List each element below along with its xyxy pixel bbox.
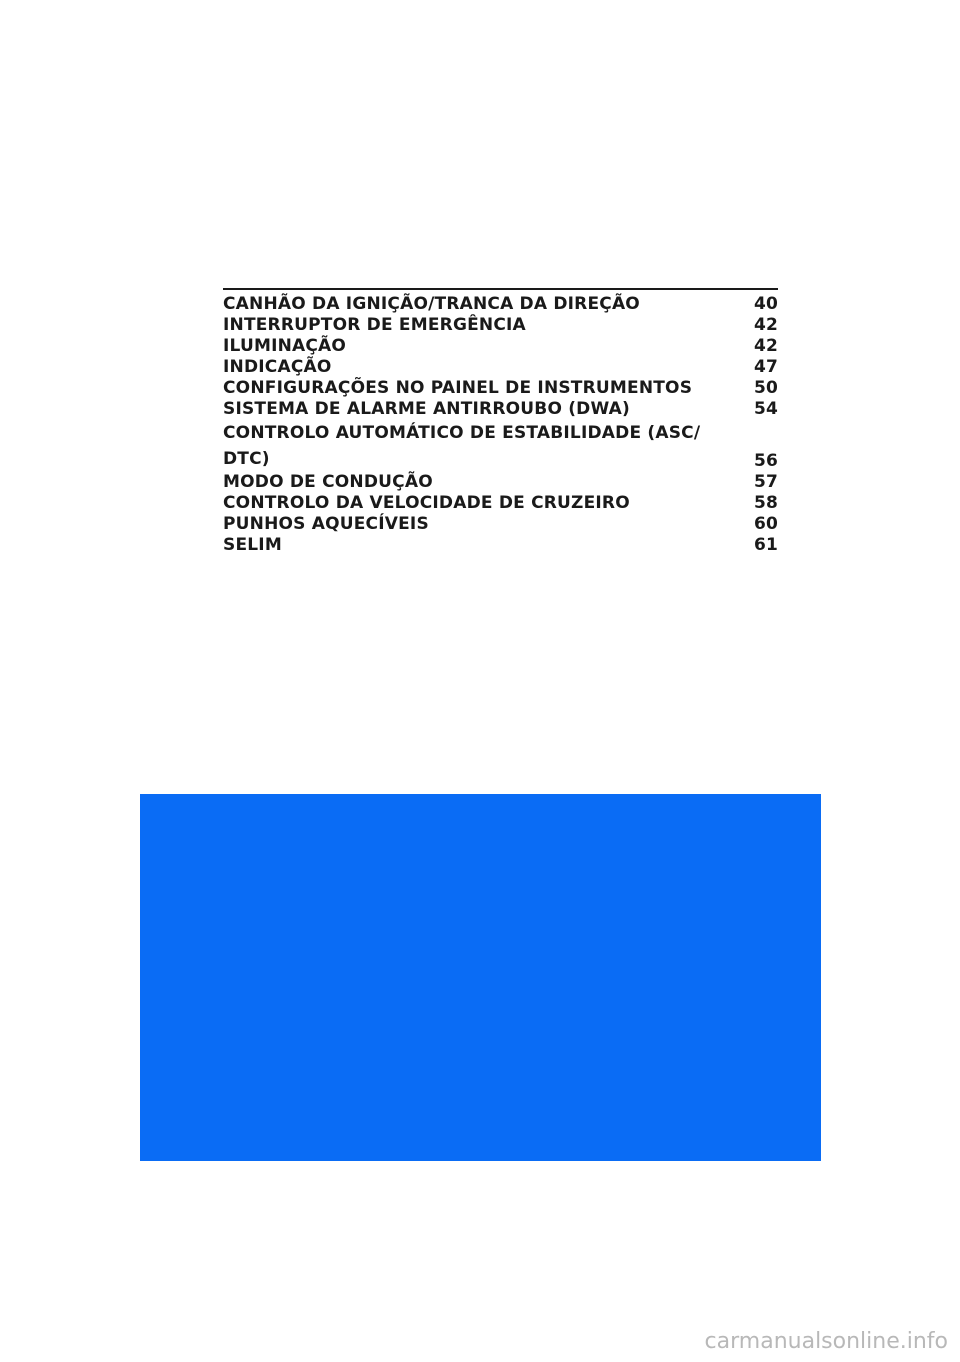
toc-entry-page: 60 [753,514,778,534]
toc-entry-title: CANHÃO DA IGNIÇÃO/TRANCA DA DIREÇÃO [223,294,640,314]
toc-entry-title: SISTEMA DE ALARME ANTIRROUBO (DWA) [223,399,631,419]
toc-entry[interactable] [223,472,778,493]
toc-entry-title: ILUMINAÇÃO [223,336,347,356]
toc-entry[interactable] [223,336,778,357]
toc-entry-title: CONTROLO AUTOMÁTICO DE ESTABILIDADE (ASC/ DTC) [223,423,701,469]
toc-entry-page: 42 [753,315,778,335]
toc-entry[interactable] [223,535,778,556]
toc-entry-title: CONFIGURAÇÕES NO PAINEL DE INSTRUMENTOS [223,378,693,398]
toc-entry-page: 50 [753,378,778,398]
toc-entry-page: 47 [753,357,778,377]
toc-entry[interactable] [223,294,778,315]
toc-entry[interactable] [223,514,778,535]
toc-entry-page: 57 [753,472,778,492]
blue-panel [140,794,821,1161]
toc-entry-page: 54 [753,399,778,419]
toc-entry[interactable] [223,315,778,336]
toc-entry-page: 58 [753,493,778,513]
table-of-contents [223,288,778,556]
toc-entry-title: MODO DE CONDUÇÃO [223,472,433,492]
toc-entry-page: 40 [753,294,778,314]
toc-entry-title: INDICAÇÃO [223,357,332,377]
toc-entry-page: 56 [753,451,778,471]
toc-entry[interactable] [223,493,778,514]
toc-entry[interactable] [223,378,778,399]
toc-entry[interactable] [223,357,778,378]
toc-entry[interactable] [223,420,778,472]
toc-entry-title: INTERRUPTOR DE EMERGÊNCIA [223,315,526,335]
toc-entry-title: SELIM [223,535,282,555]
toc-entry-page: 61 [753,535,778,555]
toc-entry[interactable] [223,399,778,420]
toc-entry-title: CONTROLO DA VELOCIDADE DE CRUZEIRO [223,493,630,513]
watermark: carmanualsonline.info [704,1329,948,1354]
toc-entry-title: PUNHOS AQUECÍVEIS [223,514,429,534]
toc-entry-page: 42 [753,336,778,356]
